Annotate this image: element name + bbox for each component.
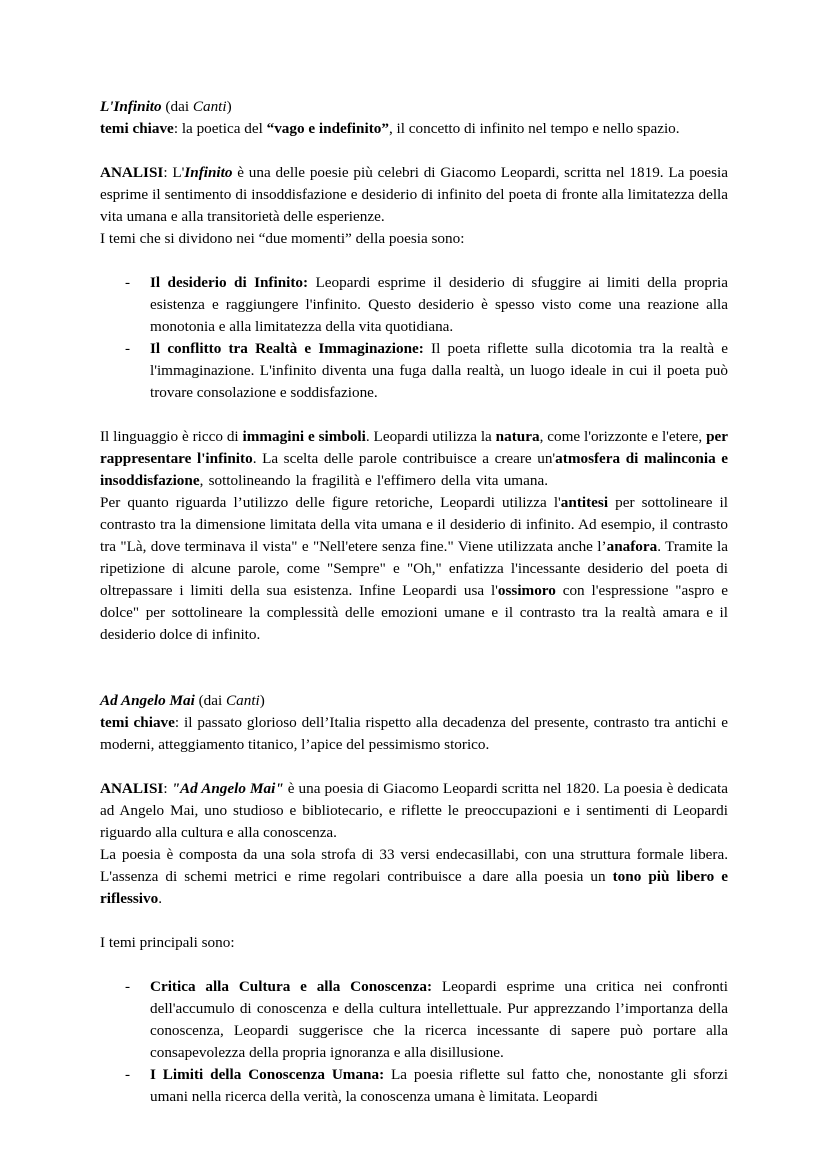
analysis-poem-title: "Ad Angelo Mai" <box>171 780 284 797</box>
list-item-text: Leopardi esprime il desiderio di sfuggire ai limiti della propria esistenza e raggiungere l'infinito. Questo desiderio è spesso visto come una reazione alla monotonia e alla limitatezza della vita quotidiana. <box>150 274 728 335</box>
analysis-poem-title: Infinito <box>184 164 233 181</box>
themes-list-angelo-mai <box>100 976 728 1108</box>
poem-collection: Canti <box>226 692 260 709</box>
lang-t4: . La scelta delle parole contribuisce a creare un' <box>252 450 556 467</box>
lang-b2: natura <box>495 428 540 445</box>
list-item-text: La poesia riflette sul fatto che, nonostante gli sforzi umani nella ricerca della verità, la conoscenza umana è limitata. Leopardi <box>150 1066 729 1105</box>
bullet-dash-icon: - <box>125 274 131 291</box>
spacer <box>100 404 728 426</box>
spacer <box>100 646 728 668</box>
lang-b7: ossimoro <box>497 582 556 599</box>
lang-b3: per rappresentare l'infinito <box>100 428 729 467</box>
document-body <box>100 96 728 1108</box>
list-item-lead: Il desiderio di Infinito: <box>150 274 309 291</box>
spacer <box>100 954 728 976</box>
spacer <box>100 910 728 932</box>
spacer <box>100 756 728 778</box>
composition-text-2: . <box>158 890 163 907</box>
list-item <box>100 272 728 338</box>
poem-source-post: ) <box>226 98 232 115</box>
poem-collection: Canti <box>192 98 227 115</box>
key-themes-text-1: : il passato glorioso dell’Italia rispetto alla decadenza del presente, contrasto tra antichi e moderni, atteggiamento titanico, l’apice del pessimismo storico. <box>100 714 728 753</box>
themes-list-infinito <box>100 272 728 404</box>
key-themes-label: temi chiave <box>100 120 174 137</box>
analysis-label: ANALISI <box>100 164 164 181</box>
poem-source-pre: (dai <box>161 98 193 115</box>
analysis-body: è una delle poesie più celebri di Giacomo Leopardi, scritta nel 1819. La poesia esprime il sentimento di insoddisfazione e desiderio di infinito del poeta di fronte alla limitatezza della vita umana e alla transitorietà delle esperienze. <box>100 164 728 225</box>
section-title-infinito <box>100 96 728 118</box>
spacer <box>100 250 728 272</box>
language-paragraph-infinito <box>100 426 728 646</box>
list-item <box>100 976 728 1064</box>
composition-paragraph <box>100 844 728 910</box>
list-item-lead: I Limiti della Conoscenza Umana: <box>150 1066 385 1083</box>
lang-b6: anafora <box>606 538 658 555</box>
bullet-dash-icon: - <box>125 978 131 995</box>
spacer <box>100 668 728 690</box>
composition-text-1: La poesia è composta da una sola strofa di 33 versi endecasillabi, con una struttura formale libera. L'assenza di schemi metrici e rime regolari contribuisce a dare alla poesia un <box>100 846 728 885</box>
analysis-separator: : L' <box>163 164 185 181</box>
list-item-lead: Critica alla Cultura e alla Conoscenza: <box>150 978 433 995</box>
bullet-dash-icon: - <box>125 340 131 357</box>
lang-t5: , sottolineando la fragilità e l'effimero della vita umana. <box>199 472 548 489</box>
analysis-paragraph-infinito <box>100 162 728 228</box>
lang-b5: antitesi <box>560 494 609 511</box>
analysis-label: ANALISI <box>100 780 164 797</box>
spacer <box>100 140 728 162</box>
key-themes-quoted: “vago e indefinito” <box>266 120 389 137</box>
themes-intro-angelo-mai: I temi principali sono: <box>100 934 235 951</box>
list-item <box>100 338 728 404</box>
analysis-body: è una poesia di Giacomo Leopardi scritta nel 1820. La poesia è dedicata ad Angelo Mai, uno studioso e bibliotecario, e riflette le preoccupazioni e i sentimenti di Leopardi riguardo alla cultura e alla conoscenza. <box>100 780 728 841</box>
analysis-paragraph-angelo-mai <box>100 778 728 844</box>
lang-t7: per sottolineare il contrasto tra la dimensione limitata della vita umana e il desiderio di infinito. Ad esempio, il contrasto tra "Là, dove terminava il vista" e "Nell'etere senza fine." Viene utilizzata anche l’ <box>100 494 728 555</box>
poem-title: L'Infinito <box>100 98 162 115</box>
list-item-text: Leopardi esprime una critica nei confronti dell'accumulo di conoscenza e della cultura intellettuale. Pur apprezzando l’importanza della conoscenza, Leopardi suggerisce che la ricerca incessante di sapere può portare alla consapevolezza della propria ignoranza e alla disillusione. <box>150 978 728 1061</box>
poem-source-pre: (dai <box>194 692 227 709</box>
composition-bold: tono più libero e riflessivo <box>100 868 728 907</box>
lang-t2: . Leopardi utilizza la <box>365 428 496 445</box>
list-item <box>100 1064 728 1108</box>
lang-b4: atmosfera di malinconia e insoddisfazione <box>100 450 728 489</box>
lang-b1: immagini e simboli <box>242 428 366 445</box>
bullet-dash-icon: - <box>125 1066 131 1083</box>
lang-t9: con l'espressione "aspro e dolce" per sottolineare la complessità delle emozioni umane e il contrasto tra la realtà amara e il desiderio dolce di infinito. <box>100 582 728 643</box>
poem-source-post: ) <box>259 692 265 709</box>
list-item-text: Il poeta riflette sulla dicotomia tra la realtà e l'immaginazione. L'infinito diventa una fuga dalla realtà, un luogo ideale in cui il poeta può trovare consolazione e soddisfazione. <box>150 340 729 401</box>
analysis-separator: : <box>163 780 172 797</box>
lang-t1: Il linguaggio è ricco di <box>100 428 243 445</box>
lang-t3: , come l'orizzonte e l'etere, <box>539 428 707 445</box>
poem-title: Ad Angelo Mai <box>100 692 195 709</box>
key-themes-infinito <box>100 118 728 140</box>
lang-t8: . Tramite la ripetizione di alcune parole, come "Sempre" e "Oh," enfatizza l'incessante desiderio del poeta di oltrepassare i limiti della sua esistenza. Infine Leopardi usa l' <box>100 538 728 599</box>
lang-t6: Per quanto riguarda l’utilizzo delle figure retoriche, Leopardi utilizza l' <box>100 494 561 511</box>
key-themes-label: temi chiave <box>100 714 175 731</box>
list-item-lead: Il conflitto tra Realtà e Immaginazione: <box>150 340 424 357</box>
key-themes-text-1: : la poetica del <box>173 120 267 137</box>
key-themes-text-2: , il concetto di infinito nel tempo e nello spazio. <box>388 120 680 137</box>
section-title-angelo-mai <box>100 690 728 712</box>
key-themes-angelo-mai <box>100 712 728 756</box>
themes-intro-infinito: I temi che si dividono nei “due momenti” della poesia sono: <box>100 230 465 247</box>
